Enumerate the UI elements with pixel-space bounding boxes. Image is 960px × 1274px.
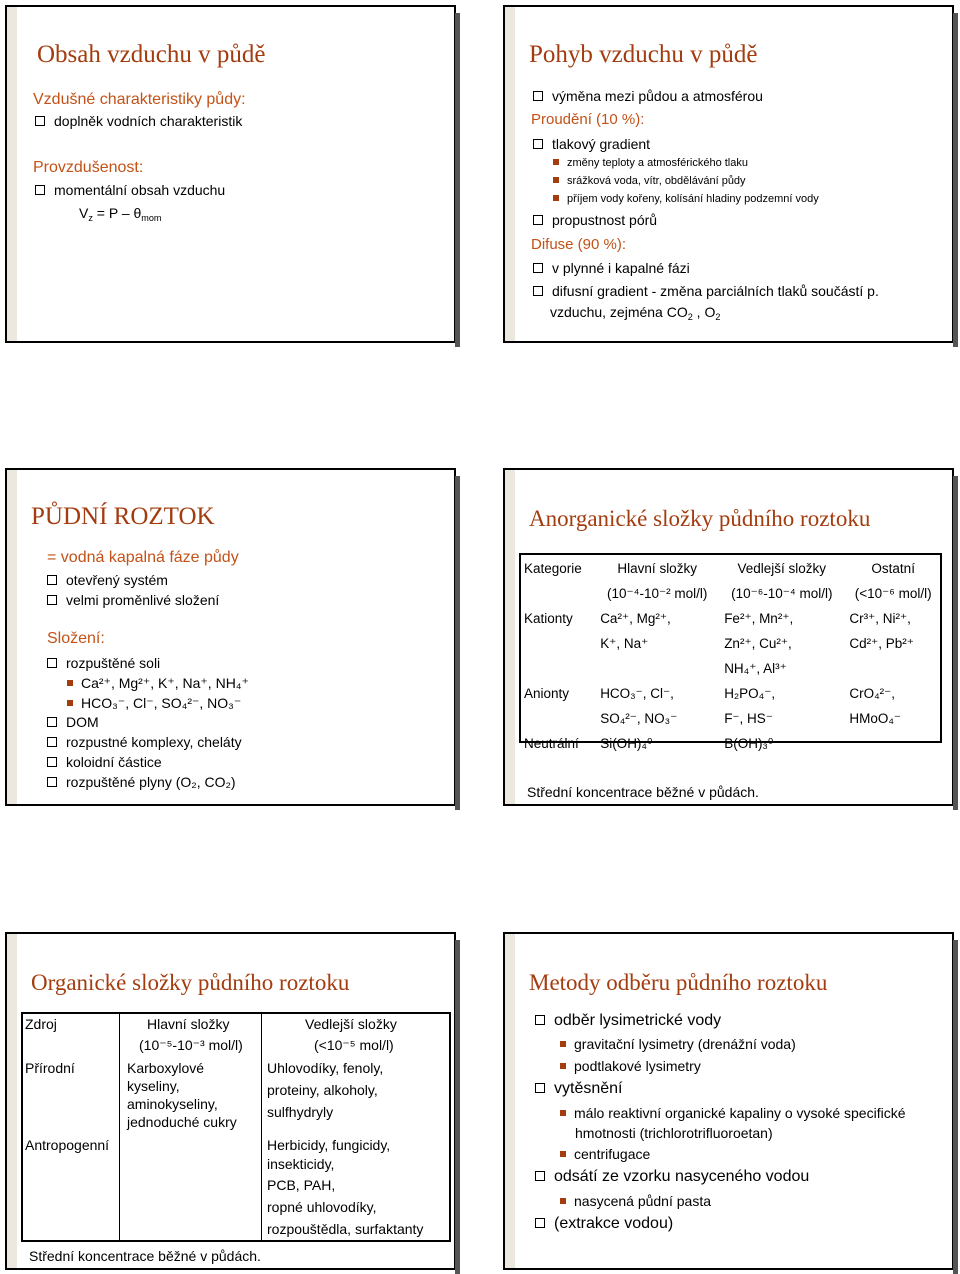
list-item-continuation: vzduchu, zejména $CO_2$ , $O_2$ [550, 304, 721, 322]
table-cell: proteiny, alkoholy, [267, 1082, 378, 1098]
filled-square-bullet-icon [553, 159, 559, 165]
table-cell: H₂PO₄⁻, [724, 686, 776, 701]
square-bullet-icon [47, 777, 57, 787]
slide-organicke-slozky [5, 932, 456, 1270]
list-item: momentální obsah vzduchu [35, 182, 225, 198]
table-cell: NH₄⁺, Al³⁺ [724, 661, 787, 676]
list-item: vytěsnění [535, 1080, 622, 1098]
list-item: odsátí ze vzorku nasyceného vodou [535, 1168, 809, 1186]
table-header-row [519, 556, 942, 581]
slide-pudni-roztok [5, 468, 456, 806]
list-item: velmi proměnlivé složení [47, 592, 219, 608]
table-cell [519, 581, 595, 606]
table-cell [595, 656, 719, 681]
slide-metody-odberu [503, 932, 954, 1270]
sub-list-item: srážková voda, vítr, obdělávání půdy [553, 175, 746, 187]
square-bullet-icon [47, 595, 57, 605]
table-cell: rozpouštědla, surfaktanty [267, 1221, 424, 1237]
table-cell [519, 706, 595, 731]
sub-list-item: změny teploty a atmosférického tlaku [553, 157, 748, 169]
square-bullet-icon [535, 1218, 545, 1228]
table-cell: PCB, PAH, [267, 1177, 336, 1193]
square-bullet-icon [35, 116, 45, 126]
section-heading: Složení: [47, 630, 105, 647]
sub-list-item: příjem vody kořeny, kolísání hladiny podzemní vody [553, 193, 819, 205]
section-heading: Vzdušné charakteristiky půdy: [33, 91, 246, 108]
list-item: výměna mezi půdou a atmosférou [533, 88, 763, 104]
table-header-cell: Vedlejší složky [305, 1016, 397, 1032]
table-cell: Cr³⁺, Ni²⁺, [849, 611, 911, 626]
square-bullet-icon [533, 263, 543, 273]
table-cell: SO₄²⁻, NO₃⁻ [600, 711, 678, 726]
table-cell: Cd²⁺, Pb²⁺ [849, 636, 914, 651]
table-cell: Fe²⁺, Mn²⁺, [724, 611, 794, 626]
table-header-cell: Zdroj [25, 1016, 57, 1032]
list-item: difusní gradient - změna parciálních tlaků součástí p. [533, 283, 879, 299]
table-cell: Si(OH)₄⁰ [600, 736, 653, 751]
filled-square-bullet-icon [67, 700, 73, 706]
table-header-cell: Hlavní složky [617, 561, 697, 576]
inorganic-table [519, 556, 942, 756]
filled-square-bullet-icon [560, 1063, 566, 1069]
list-item: tlakový gradient [533, 136, 650, 152]
slide-title: Obsah vzduchu v půdě [37, 41, 266, 68]
table-cell: Neutrální [524, 736, 579, 751]
square-bullet-icon [47, 757, 57, 767]
table-cell: CrO₄²⁻, [849, 686, 896, 701]
table-cell: HCO₃⁻, Cl⁻, [600, 686, 674, 701]
table-cell: Antropogenní [25, 1137, 110, 1153]
filled-square-bullet-icon [553, 177, 559, 183]
slide-anorganicke-slozky [503, 468, 954, 806]
slide-title: Organické složky půdního roztoku [31, 970, 350, 995]
square-bullet-icon [47, 737, 57, 747]
table-cell: Herbicidy, fungicidy, [267, 1137, 391, 1153]
list-item: rozpuštěné plyny (O₂, CO₂) [47, 774, 236, 790]
table-cell: (<10⁻⁶ mol/l) [854, 586, 932, 601]
list-item: DOM [47, 714, 99, 730]
slide-title: Anorganické složky půdního roztoku [529, 506, 871, 531]
table-row [519, 631, 942, 656]
square-bullet-icon [533, 91, 543, 101]
table-cell: K⁺, Na⁺ [600, 636, 649, 651]
table-cell: kyseliny, [127, 1078, 180, 1094]
table-cell: (10⁻⁵-10⁻³ mol/l) [139, 1037, 243, 1053]
formula: $V_z = P - \theta_{mom}$ [79, 205, 162, 223]
footnote: Střední koncentrace běžné v půdách. [527, 784, 759, 800]
table-cell: insekticidy, [267, 1156, 335, 1172]
section-heading: Proudění (10 %): [531, 111, 645, 128]
table-cell [519, 631, 595, 656]
square-bullet-icon [535, 1083, 545, 1093]
table-cell: (10⁻⁴-10⁻² mol/l) [607, 586, 708, 601]
table-cell: jednoduché cukry [127, 1114, 237, 1130]
table-cell: Karboxylové [127, 1060, 205, 1076]
section-heading: Difuse (90 %): [531, 236, 627, 253]
table-header-cell: Vedlejší složky [737, 561, 827, 576]
filled-square-bullet-icon [67, 680, 73, 686]
sub-list-item: centrifugace [560, 1146, 650, 1162]
square-bullet-icon [535, 1015, 545, 1025]
sub-list-item: nasycená půdní pasta [560, 1193, 711, 1209]
sub-list-item: málo reaktivní organické kapaliny o vysoké specifické [560, 1105, 906, 1121]
table-cell [519, 656, 595, 681]
list-item: rozpuštěné soli [47, 655, 160, 671]
sub-list-item: podtlakové lysimetry [560, 1058, 701, 1074]
table-cell: sulfhydryly [267, 1104, 334, 1120]
list-item: otevřený systém [47, 572, 168, 588]
slide-title: Pohyb vzduchu v půdě [529, 41, 758, 68]
table-row [519, 606, 942, 631]
slide-pohyb-vzduchu [503, 5, 954, 343]
table-cell: Anionty [524, 686, 570, 701]
column-divider [261, 1012, 262, 1242]
square-bullet-icon [535, 1171, 545, 1181]
square-bullet-icon [47, 717, 57, 727]
table-header-cell: Kategorie [524, 561, 582, 576]
footnote: Střední koncentrace běžné v půdách. [29, 1248, 261, 1264]
table-row [519, 656, 942, 681]
sub-list-item: gravitační lysimetry (drenážní voda) [560, 1036, 796, 1052]
list-item: (extrakce vodou) [535, 1215, 673, 1233]
table-cell [844, 731, 942, 756]
square-bullet-icon [533, 286, 543, 296]
filled-square-bullet-icon [560, 1198, 566, 1204]
list-item: doplněk vodních charakteristik [35, 113, 242, 129]
table-cell: Uhlovodíky, fenoly, [267, 1060, 384, 1076]
slide-title: Metody odběru půdního roztoku [529, 970, 828, 995]
table-cell: HMoO₄⁻ [849, 711, 902, 726]
table-units-row [519, 581, 942, 606]
table-cell: Přírodní [25, 1060, 75, 1076]
slide-obsah-vzduchu [5, 5, 456, 343]
filled-square-bullet-icon [553, 195, 559, 201]
table-header-cell: Ostatní [871, 561, 915, 576]
filled-square-bullet-icon [560, 1110, 566, 1116]
list-item: rozpustné komplexy, cheláty [47, 734, 242, 750]
table-cell: (<10⁻⁵ mol/l) [314, 1037, 394, 1053]
table-header-cell: Hlavní složky [147, 1016, 230, 1032]
definition: = vodná kapalná fáze půdy [47, 549, 239, 566]
list-item: v plynné i kapalné fázi [533, 260, 690, 276]
table-cell: F⁻, HS⁻ [724, 711, 773, 726]
square-bullet-icon [35, 185, 45, 195]
list-item: propustnost pórů [533, 212, 657, 228]
table-cell: Kationty [524, 611, 573, 626]
square-bullet-icon [533, 139, 543, 149]
sub-list-item: Ca²⁺, Mg²⁺, K⁺, Na⁺, NH₄⁺ [67, 675, 249, 692]
table-cell: aminokyseliny, [127, 1096, 218, 1112]
filled-square-bullet-icon [560, 1041, 566, 1047]
table-cell: B(OH)₃⁰ [724, 736, 774, 751]
square-bullet-icon [47, 658, 57, 668]
list-item: odběr lysimetrické vody [535, 1012, 721, 1030]
section-heading: Provzdušenost: [33, 159, 144, 176]
sub-list-item: HCO₃⁻, Cl⁻, SO₄²⁻, NO₃⁻ [67, 695, 241, 712]
square-bullet-icon [47, 575, 57, 585]
column-divider [119, 1012, 120, 1242]
sub-list-item-continuation: hmotnosti (trichlorotrifluoroetan) [575, 1125, 773, 1141]
table-row [519, 731, 942, 756]
table-row [519, 681, 942, 706]
table-cell: Zn²⁺, Cu²⁺, [724, 636, 792, 651]
list-item: koloidní částice [47, 754, 162, 770]
table-cell [844, 656, 942, 681]
filled-square-bullet-icon [560, 1151, 566, 1157]
table-cell: Ca²⁺, Mg²⁺, [600, 611, 671, 626]
slide-title: PŮDNÍ ROZTOK [31, 503, 215, 530]
table-row [519, 706, 942, 731]
table-cell: (10⁻⁶-10⁻⁴ mol/l) [731, 586, 833, 601]
table-cell: ropné uhlovodíky, [267, 1199, 377, 1215]
square-bullet-icon [533, 215, 543, 225]
